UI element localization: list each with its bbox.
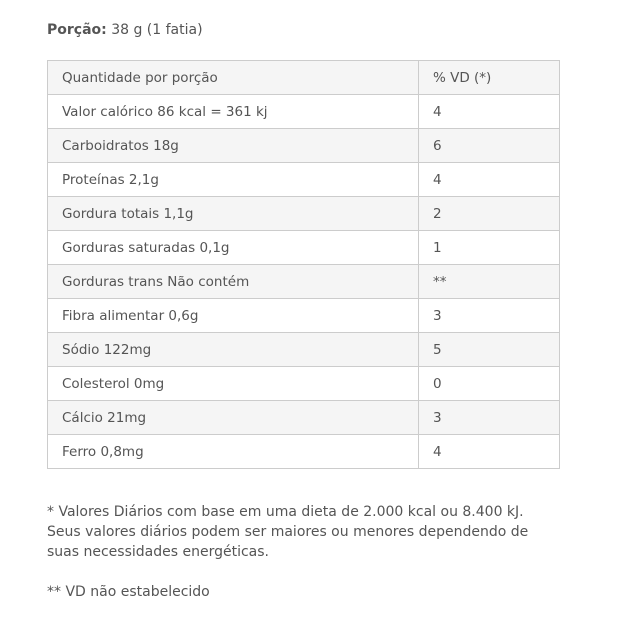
nutrient-cell: Cálcio 21mg xyxy=(48,401,419,435)
nutrient-cell: Proteínas 2,1g xyxy=(48,163,419,197)
nutrition-table xyxy=(47,60,560,469)
nutrient-cell: Gorduras saturadas 0,1g xyxy=(48,231,419,265)
nutrient-cell: Sódio 122mg xyxy=(48,333,419,367)
table-row xyxy=(48,435,560,469)
nutrient-cell: Gordura totais 1,1g xyxy=(48,197,419,231)
vd-cell: 4 xyxy=(419,95,560,129)
table-header-row xyxy=(48,61,560,95)
vd-cell: 4 xyxy=(419,163,560,197)
table-row xyxy=(48,129,560,163)
table-row xyxy=(48,401,560,435)
nutrient-cell: Valor calórico 86 kcal = 361 kj xyxy=(48,95,419,129)
vd-cell: 6 xyxy=(419,129,560,163)
table-row xyxy=(48,231,560,265)
vd-cell: 1 xyxy=(419,231,560,265)
table-row xyxy=(48,163,560,197)
nutrient-cell: Colesterol 0mg xyxy=(48,367,419,401)
vd-cell: 4 xyxy=(419,435,560,469)
portion-line xyxy=(47,20,203,40)
nutrient-cell: Fibra alimentar 0,6g xyxy=(48,299,419,333)
vd-cell: 3 xyxy=(419,401,560,435)
table-row xyxy=(48,265,560,299)
portion-value: 38 g (1 fatia) xyxy=(111,22,203,38)
table-row xyxy=(48,197,560,231)
table-row xyxy=(48,367,560,401)
vd-cell: ** xyxy=(419,265,560,299)
nutrient-cell: Gorduras trans Não contém xyxy=(48,265,419,299)
table-row xyxy=(48,333,560,367)
header-quantity: Quantidade por porção xyxy=(48,61,419,95)
vd-not-established-footnote: ** VD não estabelecido xyxy=(47,584,210,600)
vd-cell: 5 xyxy=(419,333,560,367)
vd-cell: 2 xyxy=(419,197,560,231)
nutrient-cell: Ferro 0,8mg xyxy=(48,435,419,469)
table-row xyxy=(48,95,560,129)
daily-values-footnote: * Valores Diários com base em uma dieta de 2.000 kcal ou 8.400 kJ. Seus valores diários podem ser maiores ou menores dependendo de suas necessidades energéticas. xyxy=(47,504,529,560)
vd-cell: 3 xyxy=(419,299,560,333)
vd-cell: 0 xyxy=(419,367,560,401)
nutrient-cell: Carboidratos 18g xyxy=(48,129,419,163)
portion-label: Porção: xyxy=(47,22,107,38)
header-vd: % VD (*) xyxy=(419,61,560,95)
table-row xyxy=(48,299,560,333)
